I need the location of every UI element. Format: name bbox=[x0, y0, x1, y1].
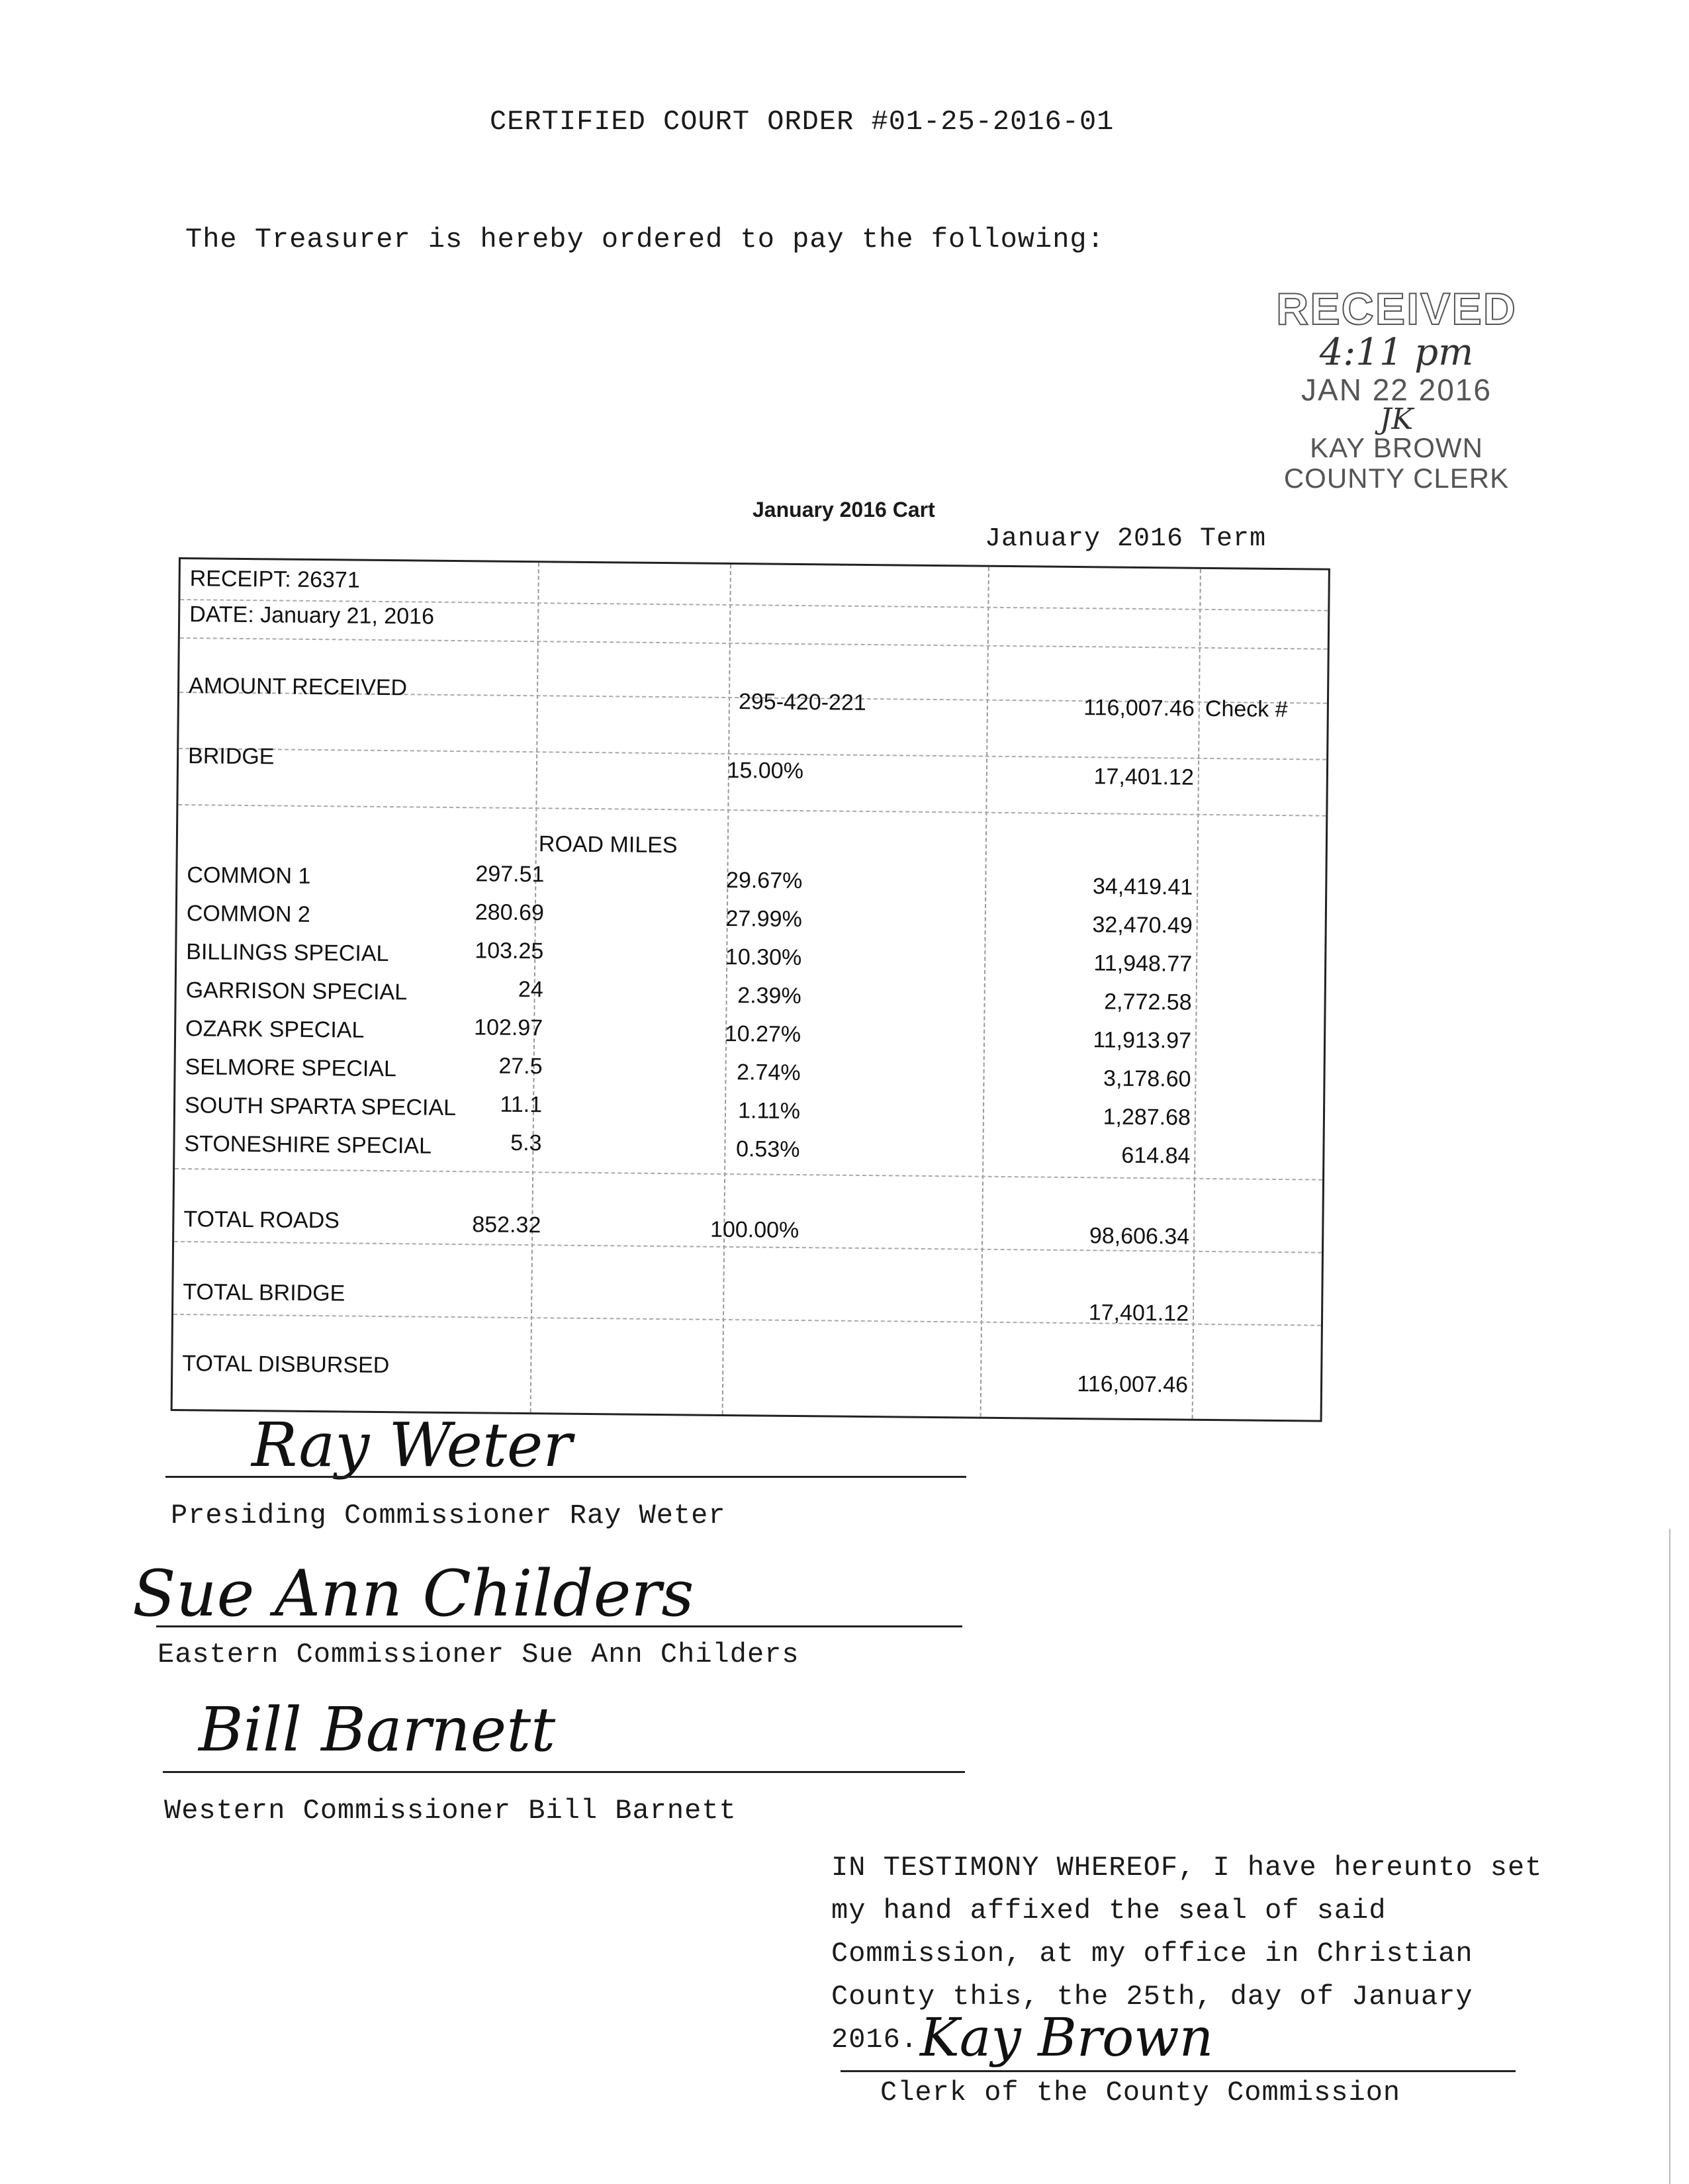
row-percent: 1.11% bbox=[737, 1098, 801, 1124]
road-miles-header: ROAD MILES bbox=[538, 831, 678, 858]
term-label: January 2016 Term bbox=[985, 524, 1267, 554]
receipt-date: DATE: January 21, 2016 bbox=[189, 602, 435, 629]
row-amount: 34,419.41 bbox=[1092, 874, 1193, 900]
row-amount: 11,948.77 bbox=[1093, 950, 1193, 977]
bridge-amount: 17,401.12 bbox=[1093, 764, 1195, 790]
total-roads-label: TOTAL ROADS bbox=[183, 1206, 340, 1234]
stamp-received: RECEIVED bbox=[1276, 284, 1517, 334]
row-amount: 1,287.68 bbox=[1103, 1104, 1191, 1130]
row-label: SOUTH SPARTA SPECIAL bbox=[184, 1093, 457, 1121]
clerk-caption: Clerk of the County Commission bbox=[880, 2077, 1401, 2109]
stamp-office: COUNTY CLERK bbox=[1283, 463, 1510, 494]
signature-line bbox=[841, 2070, 1516, 2072]
row-miles: 11.1 bbox=[500, 1091, 543, 1118]
signature-line bbox=[165, 1476, 966, 1478]
presiding-caption: Presiding Commissioner Ray Weter bbox=[171, 1500, 726, 1531]
row-percent: 2.74% bbox=[736, 1060, 801, 1086]
total-roads-miles: 852.32 bbox=[472, 1212, 541, 1238]
signature-kay-brown: Kay Brown bbox=[920, 2007, 1214, 2068]
row-label: OZARK SPECIAL bbox=[185, 1016, 365, 1043]
row-percent: 10.30% bbox=[725, 944, 802, 971]
signature-sue-ann-childers: Sue Ann Childers bbox=[132, 1557, 694, 1631]
account-number: 295-420-221 bbox=[738, 689, 866, 715]
row-miles: 280.69 bbox=[475, 899, 545, 926]
row-label: STONESHIRE SPECIAL bbox=[184, 1131, 432, 1159]
row-label: SELMORE SPECIAL bbox=[185, 1054, 397, 1082]
row-label: COMMON 2 bbox=[186, 901, 311, 927]
total-bridge-amount: 17,401.12 bbox=[1088, 1300, 1189, 1326]
row-miles: 297.51 bbox=[475, 861, 545, 887]
total-roads-amount: 98,606.34 bbox=[1089, 1223, 1190, 1250]
row-label: COMMON 1 bbox=[187, 862, 311, 889]
intro-text: The Treasurer is hereby ordered to pay the following: bbox=[185, 224, 1105, 255]
row-label: GARRISON SPECIAL bbox=[185, 978, 408, 1005]
stamp-initials: JK bbox=[1379, 402, 1414, 436]
row-miles: 24 bbox=[518, 976, 543, 1003]
signature-line bbox=[163, 1771, 965, 1773]
received-stamp bbox=[1271, 286, 1522, 494]
row-amount: 11,913.97 bbox=[1093, 1027, 1192, 1054]
document-title: CERTIFIED COURT ORDER #01-25-2016-01 bbox=[490, 106, 1115, 138]
western-caption: Western Commissioner Bill Barnett bbox=[164, 1795, 737, 1827]
total-roads-percent: 100.00% bbox=[709, 1216, 799, 1244]
row-amount: 3,178.60 bbox=[1103, 1066, 1191, 1092]
row-amount: 614.84 bbox=[1121, 1142, 1191, 1169]
total-disbursed-label: TOTAL DISBURSED bbox=[182, 1351, 390, 1379]
row-percent: 2.39% bbox=[737, 983, 801, 1009]
row-miles: 102.97 bbox=[474, 1015, 543, 1041]
testimony-text: IN TESTIMONY WHEREOF, I have hereunto set my hand affixed the seal of said Commission, at my office in Christian County this, the 25th, day of January 2016. bbox=[831, 1852, 1543, 2056]
row-percent: 27.99% bbox=[725, 905, 802, 933]
cart-label: January 2016 Cart bbox=[753, 498, 935, 522]
stamp-time: 4:11 pm bbox=[1319, 331, 1474, 374]
total-disbursed-amount: 116,007.46 bbox=[1077, 1371, 1189, 1398]
scan-edge-line bbox=[1669, 1529, 1670, 2184]
total-bridge-label: TOTAL BRIDGE bbox=[183, 1279, 345, 1306]
stamp-date: JAN 22 2016 bbox=[1301, 373, 1492, 407]
row-percent: 29.67% bbox=[725, 867, 803, 894]
row-miles: 5.3 bbox=[510, 1130, 542, 1156]
row-amount: 2,772.58 bbox=[1104, 989, 1192, 1015]
amount-received: 116,007.46 bbox=[1083, 695, 1195, 721]
signature-ray-weter: Ray Weter bbox=[251, 1410, 572, 1480]
check-label: Check # bbox=[1205, 696, 1288, 723]
row-percent: 10.27% bbox=[724, 1021, 801, 1048]
ledger-table bbox=[171, 557, 1330, 1422]
row-amount: 32,470.49 bbox=[1092, 912, 1193, 938]
bridge-label: BRIDGE bbox=[187, 743, 275, 770]
row-miles: 103.25 bbox=[475, 938, 544, 964]
eastern-caption: Eastern Commissioner Sue Ann Childers bbox=[158, 1639, 799, 1670]
signature-bill-barnett: Bill Barnett bbox=[199, 1694, 556, 1765]
row-miles: 27.5 bbox=[498, 1053, 543, 1079]
signature-line bbox=[156, 1625, 962, 1627]
amount-received-label: AMOUNT RECEIVED bbox=[188, 673, 408, 701]
row-percent: 0.53% bbox=[735, 1136, 800, 1163]
row-label: BILLINGS SPECIAL bbox=[186, 939, 389, 967]
receipt-number: RECEIPT: 26371 bbox=[189, 566, 360, 593]
stamp-name: KAY BROWN bbox=[1310, 432, 1483, 463]
bridge-percent: 15.00% bbox=[727, 757, 804, 784]
